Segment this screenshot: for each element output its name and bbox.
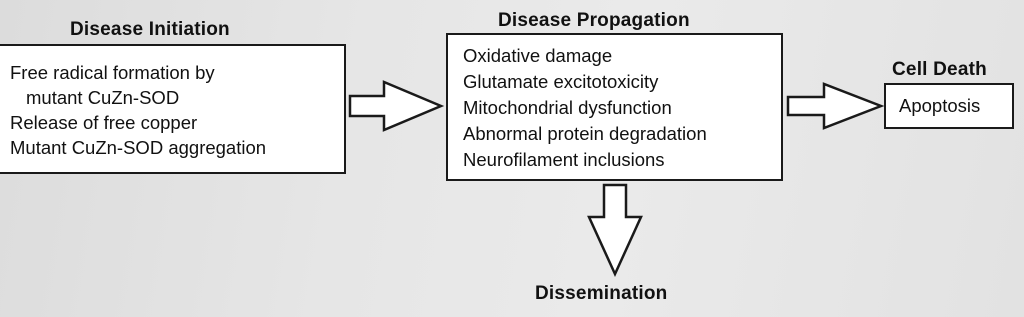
arrow-propagation-to-dissemination <box>586 183 644 277</box>
initiation-heading: Disease Initiation <box>70 19 230 40</box>
propagation-line-3: Mitochondrial dysfunction <box>463 97 672 118</box>
initiation-line-2: mutant CuZn-SOD <box>26 87 180 108</box>
initiation-line-1: Free radical formation by <box>10 62 215 83</box>
propagation-line-5: Neurofilament inclusions <box>463 149 665 170</box>
initiation-line-3: Release of free copper <box>10 112 198 133</box>
propagation-line-4: Abnormal protein degradation <box>463 123 707 144</box>
arrow-initiation-to-propagation <box>348 80 444 132</box>
propagation-heading: Disease Propagation <box>498 10 690 31</box>
initiation-box <box>0 44 346 174</box>
propagation-line-1: Oxidative damage <box>463 45 613 66</box>
death-line-1: Apoptosis <box>899 95 981 116</box>
arrow-propagation-to-death <box>786 82 884 132</box>
initiation-line-4: Mutant CuZn-SOD aggregation <box>10 137 267 158</box>
propagation-line-2: Glutamate excitotoxicity <box>463 71 659 92</box>
death-box <box>884 83 1014 129</box>
propagation-box <box>446 33 783 181</box>
death-heading: Cell Death <box>892 59 987 80</box>
dissemination-label: Dissemination <box>535 283 668 304</box>
